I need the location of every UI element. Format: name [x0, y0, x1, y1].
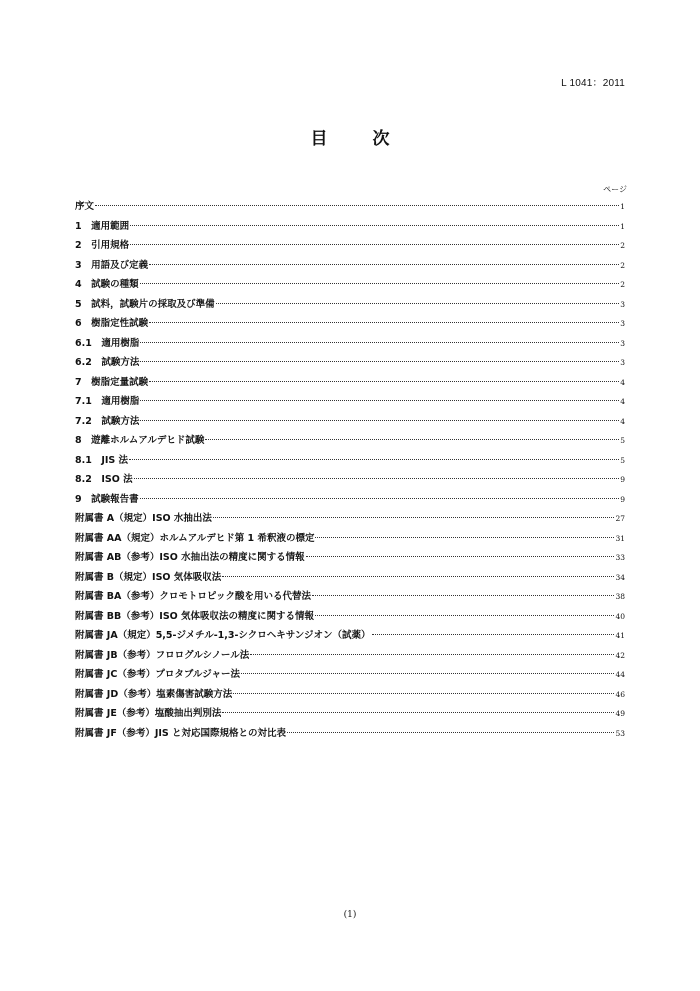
toc-entry[interactable]	[75, 276, 625, 296]
toc-entry-title: 附属書 B（規定）ISO 気体吸収法	[75, 571, 222, 583]
dot-leader	[149, 264, 619, 265]
toc-entry[interactable]	[75, 354, 625, 374]
toc-entry-page: 2	[620, 260, 625, 270]
toc-entry-page: 42	[615, 650, 625, 660]
toc-entry-title: 序文	[75, 201, 95, 212]
dot-leader	[140, 283, 620, 284]
toc-entry-title: 5 試料，試験片の採取及び準備	[75, 298, 215, 310]
toc-entry-page: 3	[620, 358, 625, 367]
dot-leader	[205, 439, 619, 440]
document-id: L 1041：2011	[561, 78, 625, 89]
toc-entry-title: 7.2 試験方法	[75, 415, 140, 427]
toc-entry-page: 44	[615, 670, 625, 679]
toc-entry[interactable]	[75, 218, 625, 238]
toc-entry-page: 33	[615, 553, 625, 562]
toc-entry-page: 53	[615, 728, 625, 738]
dot-leader	[287, 732, 614, 733]
toc-entry[interactable]	[75, 608, 625, 628]
toc-entry[interactable]	[75, 666, 625, 686]
dot-leader	[222, 712, 614, 713]
toc-entry[interactable]	[75, 413, 625, 433]
dot-leader	[140, 342, 619, 343]
toc-entry-page: 38	[615, 592, 625, 601]
page-column-label: ページ	[603, 185, 627, 194]
toc-entry-title: 2 引用規格	[75, 240, 130, 251]
toc-entry-title: 7 樹脂定量試験	[75, 376, 149, 388]
toc-entry[interactable]	[75, 627, 625, 647]
toc-entry-title: 8.1 JIS 法	[75, 454, 129, 466]
toc-entry-title: 附属書 BA（参考）クロモトロピック酸を用いる代替法	[75, 591, 312, 602]
dot-leader	[315, 537, 614, 538]
dot-leader	[149, 381, 619, 382]
toc-entry[interactable]	[75, 374, 625, 394]
dot-leader	[233, 693, 614, 694]
dot-leader	[140, 498, 620, 499]
dot-leader	[306, 556, 615, 557]
toc-entry[interactable]	[75, 647, 625, 667]
toc-entry-title: 附属書 A（規定）ISO 水抽出法	[75, 513, 212, 524]
toc-entry[interactable]	[75, 452, 625, 472]
toc-entry-page: 46	[615, 689, 625, 699]
toc-entry-page: 4	[620, 397, 625, 406]
toc-entry-title: 附属書 BB（参考）ISO 気体吸収法の精度に関する情報	[75, 610, 315, 622]
toc-entry-title: 附属書 AB（参考）ISO 水抽出法の精度に関する情報	[75, 552, 305, 563]
toc-entry[interactable]	[75, 237, 625, 257]
toc-entry[interactable]	[75, 198, 625, 218]
toc-entry[interactable]	[75, 491, 625, 511]
toc-entry-page: 31	[615, 533, 625, 543]
toc-entry-title: 附属書 AA（規定）ホルムアルデヒド第 1 希釈液の標定	[75, 532, 315, 544]
toc-entry-page: 1	[620, 221, 625, 231]
dot-leader	[140, 400, 619, 401]
toc-entry-title: 附属書 JE（参考）塩酸抽出判別法	[75, 708, 222, 719]
toc-entry-title: 4 試験の種類	[75, 279, 139, 290]
toc-entry-page: 34	[615, 572, 625, 582]
dot-leader	[312, 595, 614, 596]
dot-leader	[95, 205, 619, 206]
toc-entry[interactable]	[75, 549, 625, 569]
toc-entry[interactable]	[75, 725, 625, 745]
toc-entry[interactable]	[75, 686, 625, 706]
toc-entry-title: 8.2 ISO 法	[75, 474, 133, 485]
dot-leader	[134, 478, 620, 479]
toc-entry[interactable]	[75, 257, 625, 277]
toc-entry[interactable]	[75, 569, 625, 589]
toc-entry-page: 1	[620, 202, 625, 211]
toc-entry-page: 9	[620, 475, 625, 484]
dot-leader	[140, 361, 619, 362]
dot-leader	[130, 225, 619, 226]
table-of-contents	[75, 198, 625, 744]
toc-entry-title: 附属書 JC（参考）プロタブルジャー法	[75, 669, 241, 680]
toc-entry-page: 3	[620, 319, 625, 328]
toc-entry-page: 2	[620, 280, 625, 289]
toc-entry[interactable]	[75, 705, 625, 725]
toc-entry-title: 8 遊離ホルムアルデヒド試験	[75, 435, 205, 446]
dot-leader	[140, 420, 619, 421]
toc-entry-title: 6.1 適用樹脂	[75, 337, 140, 349]
toc-entry-page: 27	[615, 514, 625, 523]
toc-entry[interactable]	[75, 335, 625, 355]
dot-leader	[130, 244, 619, 245]
toc-entry-page: 4	[620, 416, 625, 426]
dot-leader	[372, 634, 615, 635]
toc-entry-page: 49	[615, 709, 625, 718]
toc-entry-page: 41	[615, 631, 625, 640]
toc-entry-page: 5	[620, 455, 625, 465]
toc-entry-page: 4	[620, 377, 625, 387]
dot-leader	[213, 517, 615, 518]
toc-entry[interactable]	[75, 471, 625, 491]
toc-entry-title: 附属書 JB（参考）フロログルシノール法	[75, 649, 250, 661]
toc-entry[interactable]	[75, 296, 625, 316]
toc-entry-page: 9	[620, 494, 625, 504]
toc-entry[interactable]	[75, 393, 625, 413]
toc-entry[interactable]	[75, 432, 625, 452]
toc-entry[interactable]	[75, 530, 625, 550]
toc-entry-title: 6.2 試験方法	[75, 357, 140, 368]
dot-leader	[241, 673, 614, 674]
toc-entry-title: 6 樹脂定性試験	[75, 318, 149, 329]
toc-title: 目 次	[310, 129, 404, 149]
dot-leader	[222, 576, 614, 577]
toc-entry-page: 5	[620, 436, 625, 445]
toc-entry[interactable]	[75, 510, 625, 530]
toc-entry-page: 3	[620, 299, 625, 309]
toc-entry-title: 附属書 JF（参考）JIS と対応国際規格との対比表	[75, 727, 287, 739]
dot-leader	[149, 322, 619, 323]
dot-leader	[315, 615, 614, 616]
dot-leader	[129, 459, 619, 460]
toc-entry-title: 附属書 JD（参考）塩素傷害試験方法	[75, 688, 233, 700]
toc-entry-page: 3	[620, 338, 625, 348]
toc-entry-page: 40	[615, 611, 625, 621]
toc-entry[interactable]	[75, 315, 625, 335]
toc-entry-title: 9 試験報告書	[75, 493, 139, 505]
toc-entry-title: 7.1 適用樹脂	[75, 396, 140, 407]
toc-entry-title: 3 用語及び定義	[75, 259, 149, 271]
dot-leader	[216, 303, 620, 304]
toc-entry-title: 附属書 JA（規定）5,5-ジメチル-1,3-シクロヘキサンジオン（試薬）	[75, 630, 371, 641]
dot-leader	[250, 654, 614, 655]
toc-entry-page: 2	[620, 241, 625, 250]
footer-page-number: (1)	[343, 910, 357, 920]
toc-entry-title: 1 適用範囲	[75, 220, 130, 232]
toc-entry[interactable]	[75, 588, 625, 608]
